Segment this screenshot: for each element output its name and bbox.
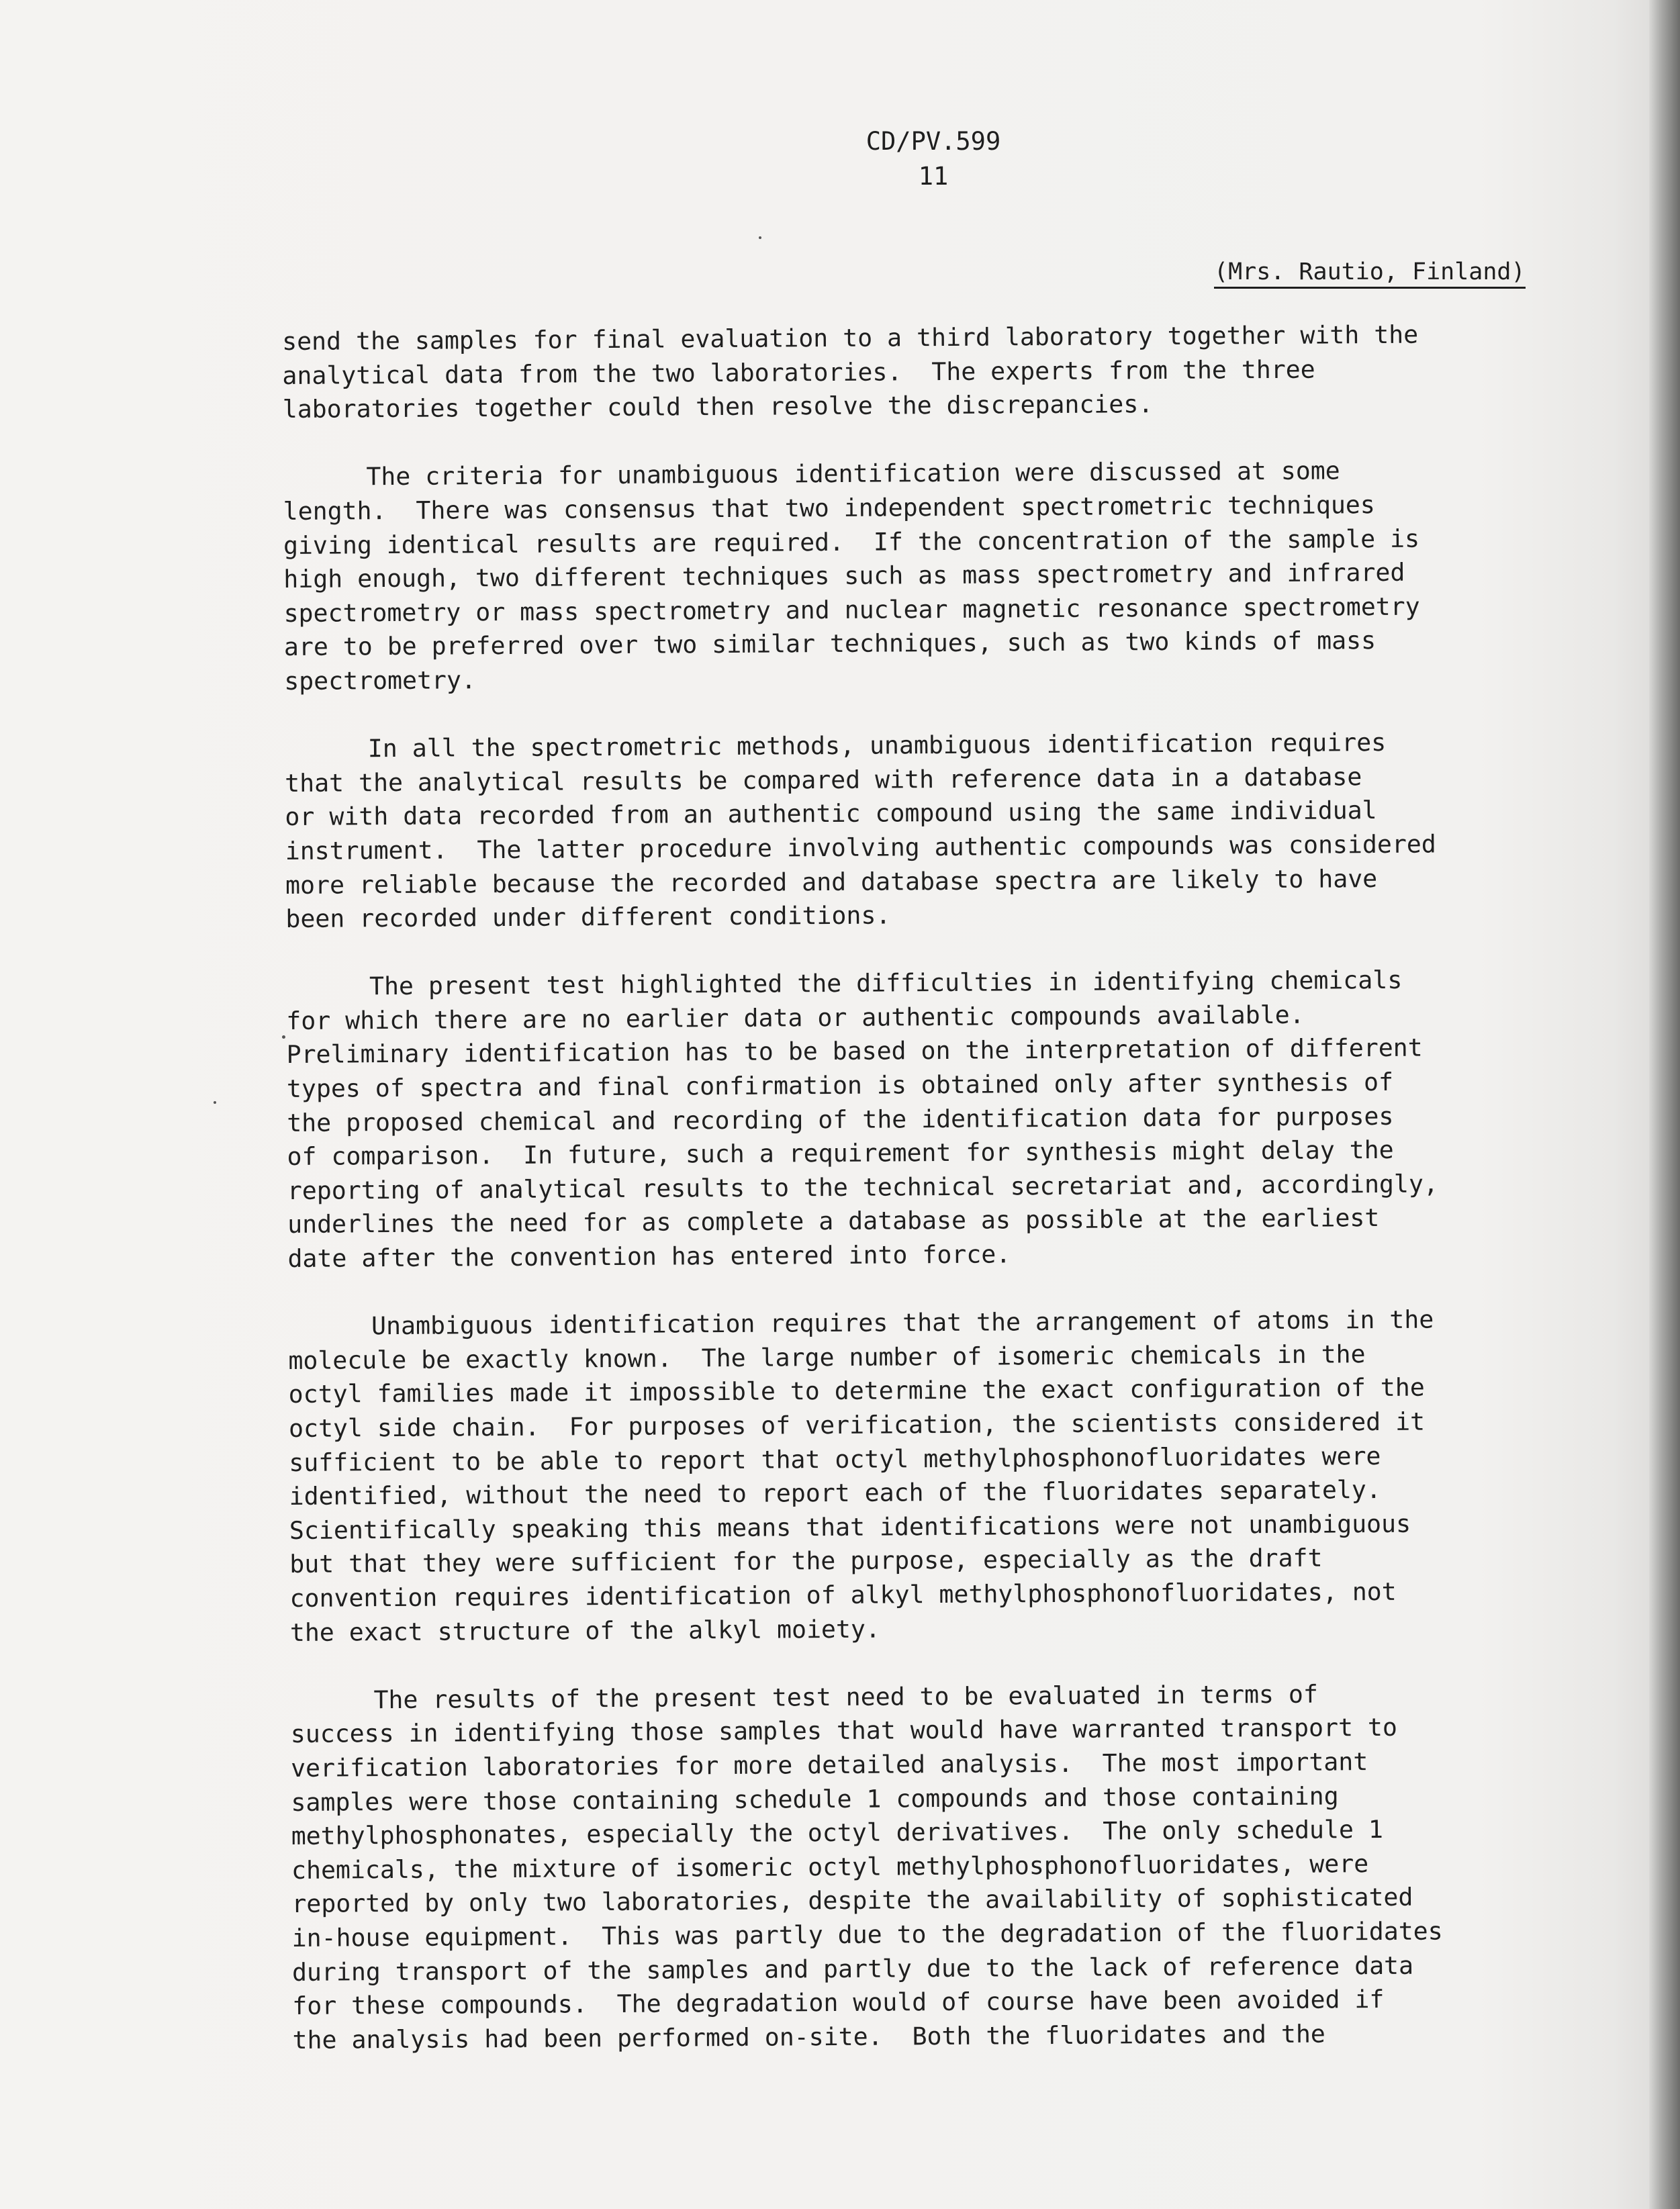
text-line: octyl side chain. For purposes of verification, the scientists considered it (288, 1407, 1426, 1443)
text-line: verification laboratories for more detailed analysis. The most important (290, 1747, 1368, 1783)
page-number: 11 (918, 162, 949, 191)
text-line: for which there are no earlier data or authentic compounds available. (286, 1000, 1305, 1035)
text-line: Preliminary identification has to be based on the interpretation of different (286, 1033, 1423, 1070)
text-line: underlines the need for as complete a database as possible at the earliest (287, 1203, 1380, 1239)
text-line: during transport of the samples and partly due to the lack of reference data (291, 1950, 1414, 1987)
text-line: The present test highlighted the difficulties in identifying chemicals (369, 966, 1403, 1001)
page-header (792, 124, 1074, 194)
body-text (282, 317, 1622, 2092)
scan-speck (214, 1101, 216, 1104)
text-line: convention requires identification of alkyl methylphosphonofluoridates, not (289, 1577, 1397, 1613)
paragraph-1 (282, 317, 1612, 427)
text-line: high enough, two different techniques such as mass spectrometry and infrared (283, 557, 1405, 594)
text-line: for these compounds. The degradation would of course have been avoided if (292, 1985, 1385, 2021)
text-line: The results of the present test need to be evaluated in terms of (373, 1679, 1319, 1714)
text-line: reported by only two laboratories, despite the availability of sophisticated (291, 1883, 1413, 1919)
text-line: types of spectra and final confirmation is obtained only after synthesis of (286, 1067, 1394, 1104)
text-line: instrument. The latter procedure involving authentic compounds was considered (285, 829, 1436, 865)
text-line: the exact structure of the alkyl moiety. (289, 1614, 881, 1647)
speaker-label: (Mrs. Rautio, Finland) (1214, 258, 1526, 289)
text-line: samples were those containing schedule 1 compounds and those containing (291, 1781, 1339, 1817)
paragraph-5 (288, 1302, 1620, 1650)
text-line: but that they were sufficient for the purpose, especially as the draft (289, 1543, 1323, 1579)
text-line: that the analytical results be compared with reference data in a database (285, 761, 1362, 798)
text-line: of comparison. In future, such a requirement for synthesis might delay the (287, 1135, 1394, 1172)
text-line: the analysis had been performed on-site. Both the fluoridates and the (292, 2019, 1325, 2055)
text-line: been recorded under different conditions. (285, 900, 891, 934)
text-line: sufficient to be able to report that octyl methylphosphonofluoridates were (289, 1441, 1381, 1477)
text-line: spectrometry. (284, 665, 477, 696)
paragraph-3 (285, 724, 1616, 937)
text-line: length. There was consensus that two independent spectrometric techniques (283, 490, 1375, 526)
text-line: methylphosphonates, especially the octyl derivatives. The only schedule 1 (291, 1815, 1383, 1851)
text-line: send the samples for final evaluation to a third laboratory together with the (282, 320, 1419, 356)
text-line: molecule be exactly known. The large number of isomeric chemicals in the (288, 1339, 1366, 1375)
text-line: Scientifically speaking this means that identifications were not unambiguous (289, 1509, 1411, 1545)
text-line: in-house equipment. This was partly due to the degradation of the fluoridates (291, 1916, 1443, 1953)
text-line: the proposed chemical and recording of the identification data for purposes (287, 1101, 1394, 1137)
text-line: spectrometry or mass spectrometry and nuclear magnetic resonance spectrometry (283, 592, 1420, 628)
text-line: laboratories together could then resolve the discrepancies. (282, 389, 1154, 424)
text-line: more reliable because the recorded and database spectra are likely to have (285, 863, 1378, 900)
text-line: identified, without the need to report each of the fluoridates separately. (289, 1475, 1381, 1511)
text-line: success in identifying those samples that would have warranted transport to (290, 1713, 1398, 1749)
document-symbol: CD/PV.599 (866, 127, 1001, 156)
speaker-attribution (1214, 255, 1526, 289)
text-line: octyl families made it impossible to determine the exact configuration of the (288, 1373, 1425, 1409)
text-line: or with data recorded from an authentic compound using the same individual (285, 796, 1377, 832)
text-line: Unambiguous identification requires that the arrangement of atoms in the (371, 1305, 1434, 1341)
paragraph-4 (286, 962, 1618, 1276)
scan-speck (759, 236, 761, 239)
text-line: The criteria for unambiguous identification were discussed at some (366, 456, 1340, 491)
text-line: are to be preferred over two similar techniques, such as two kinds of mass (283, 626, 1376, 662)
paragraph-2 (283, 453, 1614, 698)
text-line: reporting of analytical results to the technical secretariat and, accordingly, (287, 1169, 1439, 1205)
text-line: date after the convention has entered into force. (287, 1239, 1011, 1274)
text-line: giving identical results are required. If the concentration of the sample is (283, 524, 1420, 560)
text-line: chemicals, the mixture of isomeric octyl methylphosphonofluoridates, were (291, 1848, 1369, 1885)
text-line: In all the spectrometric methods, unambiguous identification requires (367, 728, 1387, 763)
text-line: analytical data from the two laboratories. The experts from the three (282, 355, 1315, 390)
paragraph-6 (290, 1676, 1622, 2058)
scan-edge (1649, 0, 1680, 2209)
scan-speck (282, 1035, 285, 1039)
